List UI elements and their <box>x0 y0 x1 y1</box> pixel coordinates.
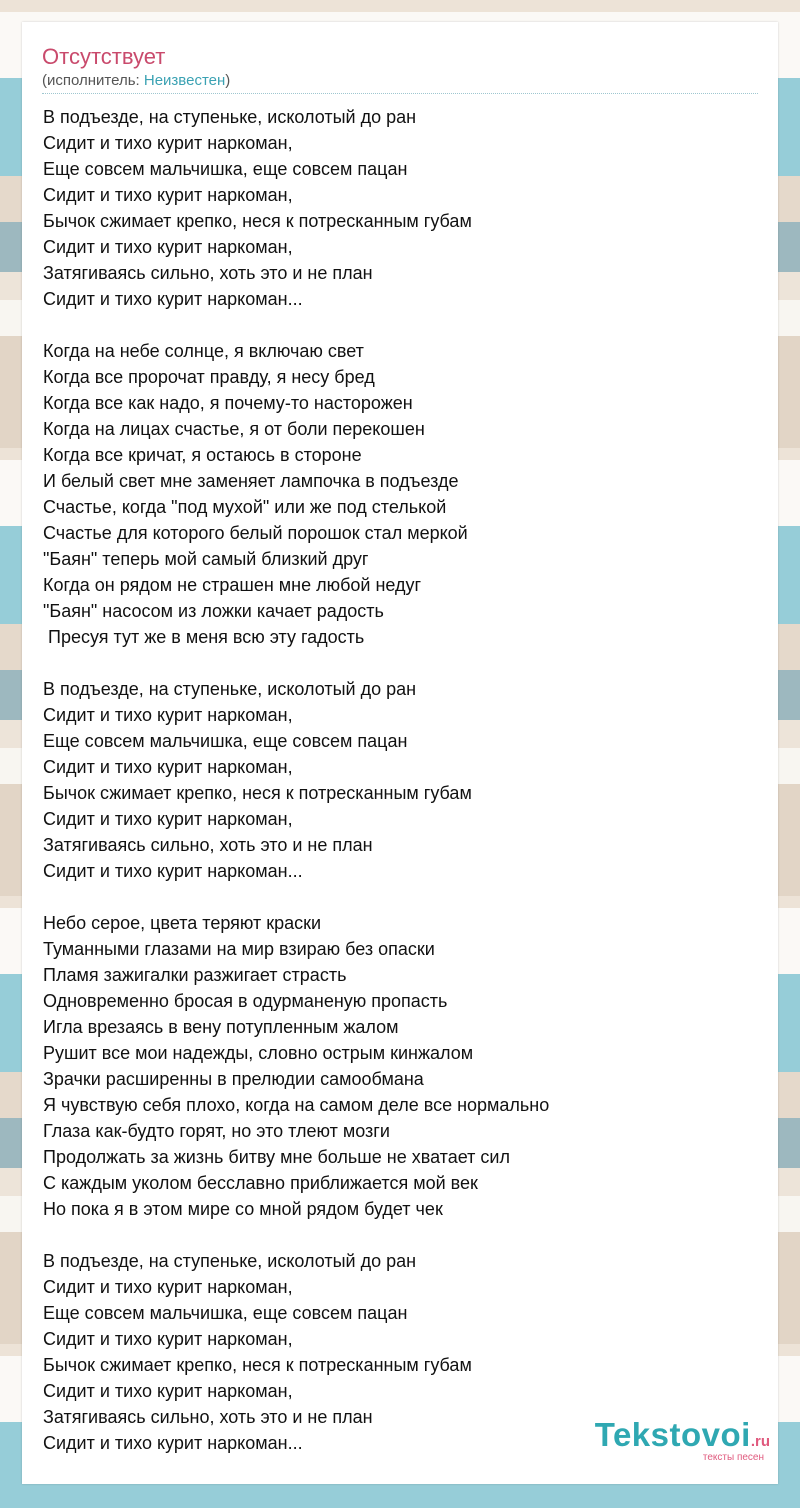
lyrics-text <box>43 104 763 1456</box>
lyrics-card <box>22 22 778 1484</box>
song-title: Отсутствует <box>42 44 166 69</box>
lyric-line: Зрачки расширенны в прелюдии самообмана <box>43 1069 424 1089</box>
performer-prefix: (исполнитель: <box>42 72 144 89</box>
lyric-line: С каждым уколом бесславно приближается мой век <box>43 1173 478 1193</box>
lyric-line: Сидит и тихо курит наркоман, <box>43 133 293 153</box>
performer-suffix: ) <box>225 72 231 89</box>
lyric-line: Когда на небе солнце, я включаю свет <box>43 341 364 361</box>
lyric-line: Когда все кричат, я остаюсь в стороне <box>43 445 362 465</box>
lyric-line: Когда все пророчат правду, я несу бред <box>43 367 375 387</box>
lyric-line: Сидит и тихо курит наркоман, <box>43 705 293 725</box>
lyric-line: Еще совсем мальчишка, еще совсем пацан <box>43 1303 408 1323</box>
lyric-line: Сидит и тихо курит наркоман, <box>43 185 293 205</box>
lyric-line: Когда он рядом не страшен мне любой недуг <box>43 575 422 595</box>
lyric-line: Еще совсем мальчишка, еще совсем пацан <box>43 159 408 179</box>
lyric-line: Продолжать за жизнь битву мне больше не хватает сил <box>43 1147 510 1167</box>
lyric-line: Бычок сжимает крепко, неся к потресканным губам <box>43 783 472 803</box>
lyric-line: Затягиваясь сильно, хоть это и не план <box>43 263 373 283</box>
performer-link[interactable]: Неизвестен <box>143 72 226 89</box>
logo-tld: .ru <box>750 1433 770 1450</box>
lyric-line: Сидит и тихо курит наркоман... <box>43 289 303 309</box>
lyric-line: В подъезде, на ступеньке, исколотый до ран <box>43 107 417 127</box>
lyric-line: Сидит и тихо курит наркоман, <box>43 1381 293 1401</box>
lyric-line: Сидит и тихо курит наркоман, <box>43 237 293 257</box>
lyric-line: Одновременно бросая в одурманеную пропасть <box>43 991 448 1011</box>
lyric-line: Игла врезаясь в вену потупленным жалом <box>43 1017 399 1037</box>
lyric-line: Бычок сжимает крепко, неся к потресканным губам <box>43 211 472 231</box>
lyric-line: Небо серое, цвета теряют краски <box>43 913 322 933</box>
lyric-line: В подъезде, на ступеньке, исколотый до ран <box>43 679 417 699</box>
lyric-line: Сидит и тихо курит наркоман... <box>43 1433 303 1453</box>
lyric-line: Когда на лицах счастье, я от боли перекошен <box>43 419 425 439</box>
lyric-line: Счастье, когда "под мухой" или же под стелькой <box>43 497 447 517</box>
lyric-line: В подъезде, на ступеньке, исколотый до ран <box>43 1251 417 1271</box>
lyric-line: Когда все как надо, я почему-то насторожен <box>43 393 413 413</box>
lyric-blank-line <box>43 1222 763 1248</box>
lyric-blank-line <box>43 884 763 910</box>
lyric-line: Сидит и тихо курит наркоман, <box>43 1277 293 1297</box>
lyric-line: Туманными глазами на мир взираю без опаски <box>43 939 435 959</box>
logo-tagline: тексты песен <box>702 1452 764 1463</box>
lyric-line: Сидит и тихо курит наркоман, <box>43 809 293 829</box>
header-divider <box>42 93 758 94</box>
lyric-line: Пламя зажигалки разжигает страсть <box>43 965 347 985</box>
lyric-line: "Баян" насосом из ложки качает радость <box>43 601 384 621</box>
lyric-line: Бычок сжимает крепко, неся к потресканным губам <box>43 1355 472 1375</box>
lyric-line: Я чувствую себя плохо, когда на самом деле все нормально <box>43 1095 550 1115</box>
logo-name: Tekstovoi <box>594 1416 751 1453</box>
lyric-line: "Баян" теперь мой самый близкий друг <box>43 549 369 569</box>
site-logo[interactable] <box>595 1418 770 1464</box>
performer-line <box>42 72 230 90</box>
lyric-line: Но пока я в этом мире со мной рядом будет чек <box>43 1199 443 1219</box>
lyric-blank-line <box>43 650 763 676</box>
lyric-line: Еще совсем мальчишка, еще совсем пацан <box>43 731 408 751</box>
lyric-line: Рушит все мои надежды, словно острым кинжалом <box>43 1043 474 1063</box>
lyric-line: Глаза как-будто горят, но это тлеют мозги <box>43 1121 390 1141</box>
lyric-line: Затягиваясь сильно, хоть это и не план <box>43 1407 373 1427</box>
lyric-line: Сидит и тихо курит наркоман, <box>43 1329 293 1349</box>
logo-wordmark <box>595 1418 770 1452</box>
lyric-line: Пресуя тут же в меня всю эту гадость <box>43 627 365 647</box>
lyric-blank-line <box>43 312 763 338</box>
lyric-line: Счастье для которого белый порошок стал меркой <box>43 523 468 543</box>
lyric-line: И белый свет мне заменяет лампочка в подъезде <box>43 471 459 491</box>
lyric-line: Затягиваясь сильно, хоть это и не план <box>43 835 373 855</box>
lyric-line: Сидит и тихо курит наркоман... <box>43 861 303 881</box>
lyric-line: Сидит и тихо курит наркоман, <box>43 757 293 777</box>
